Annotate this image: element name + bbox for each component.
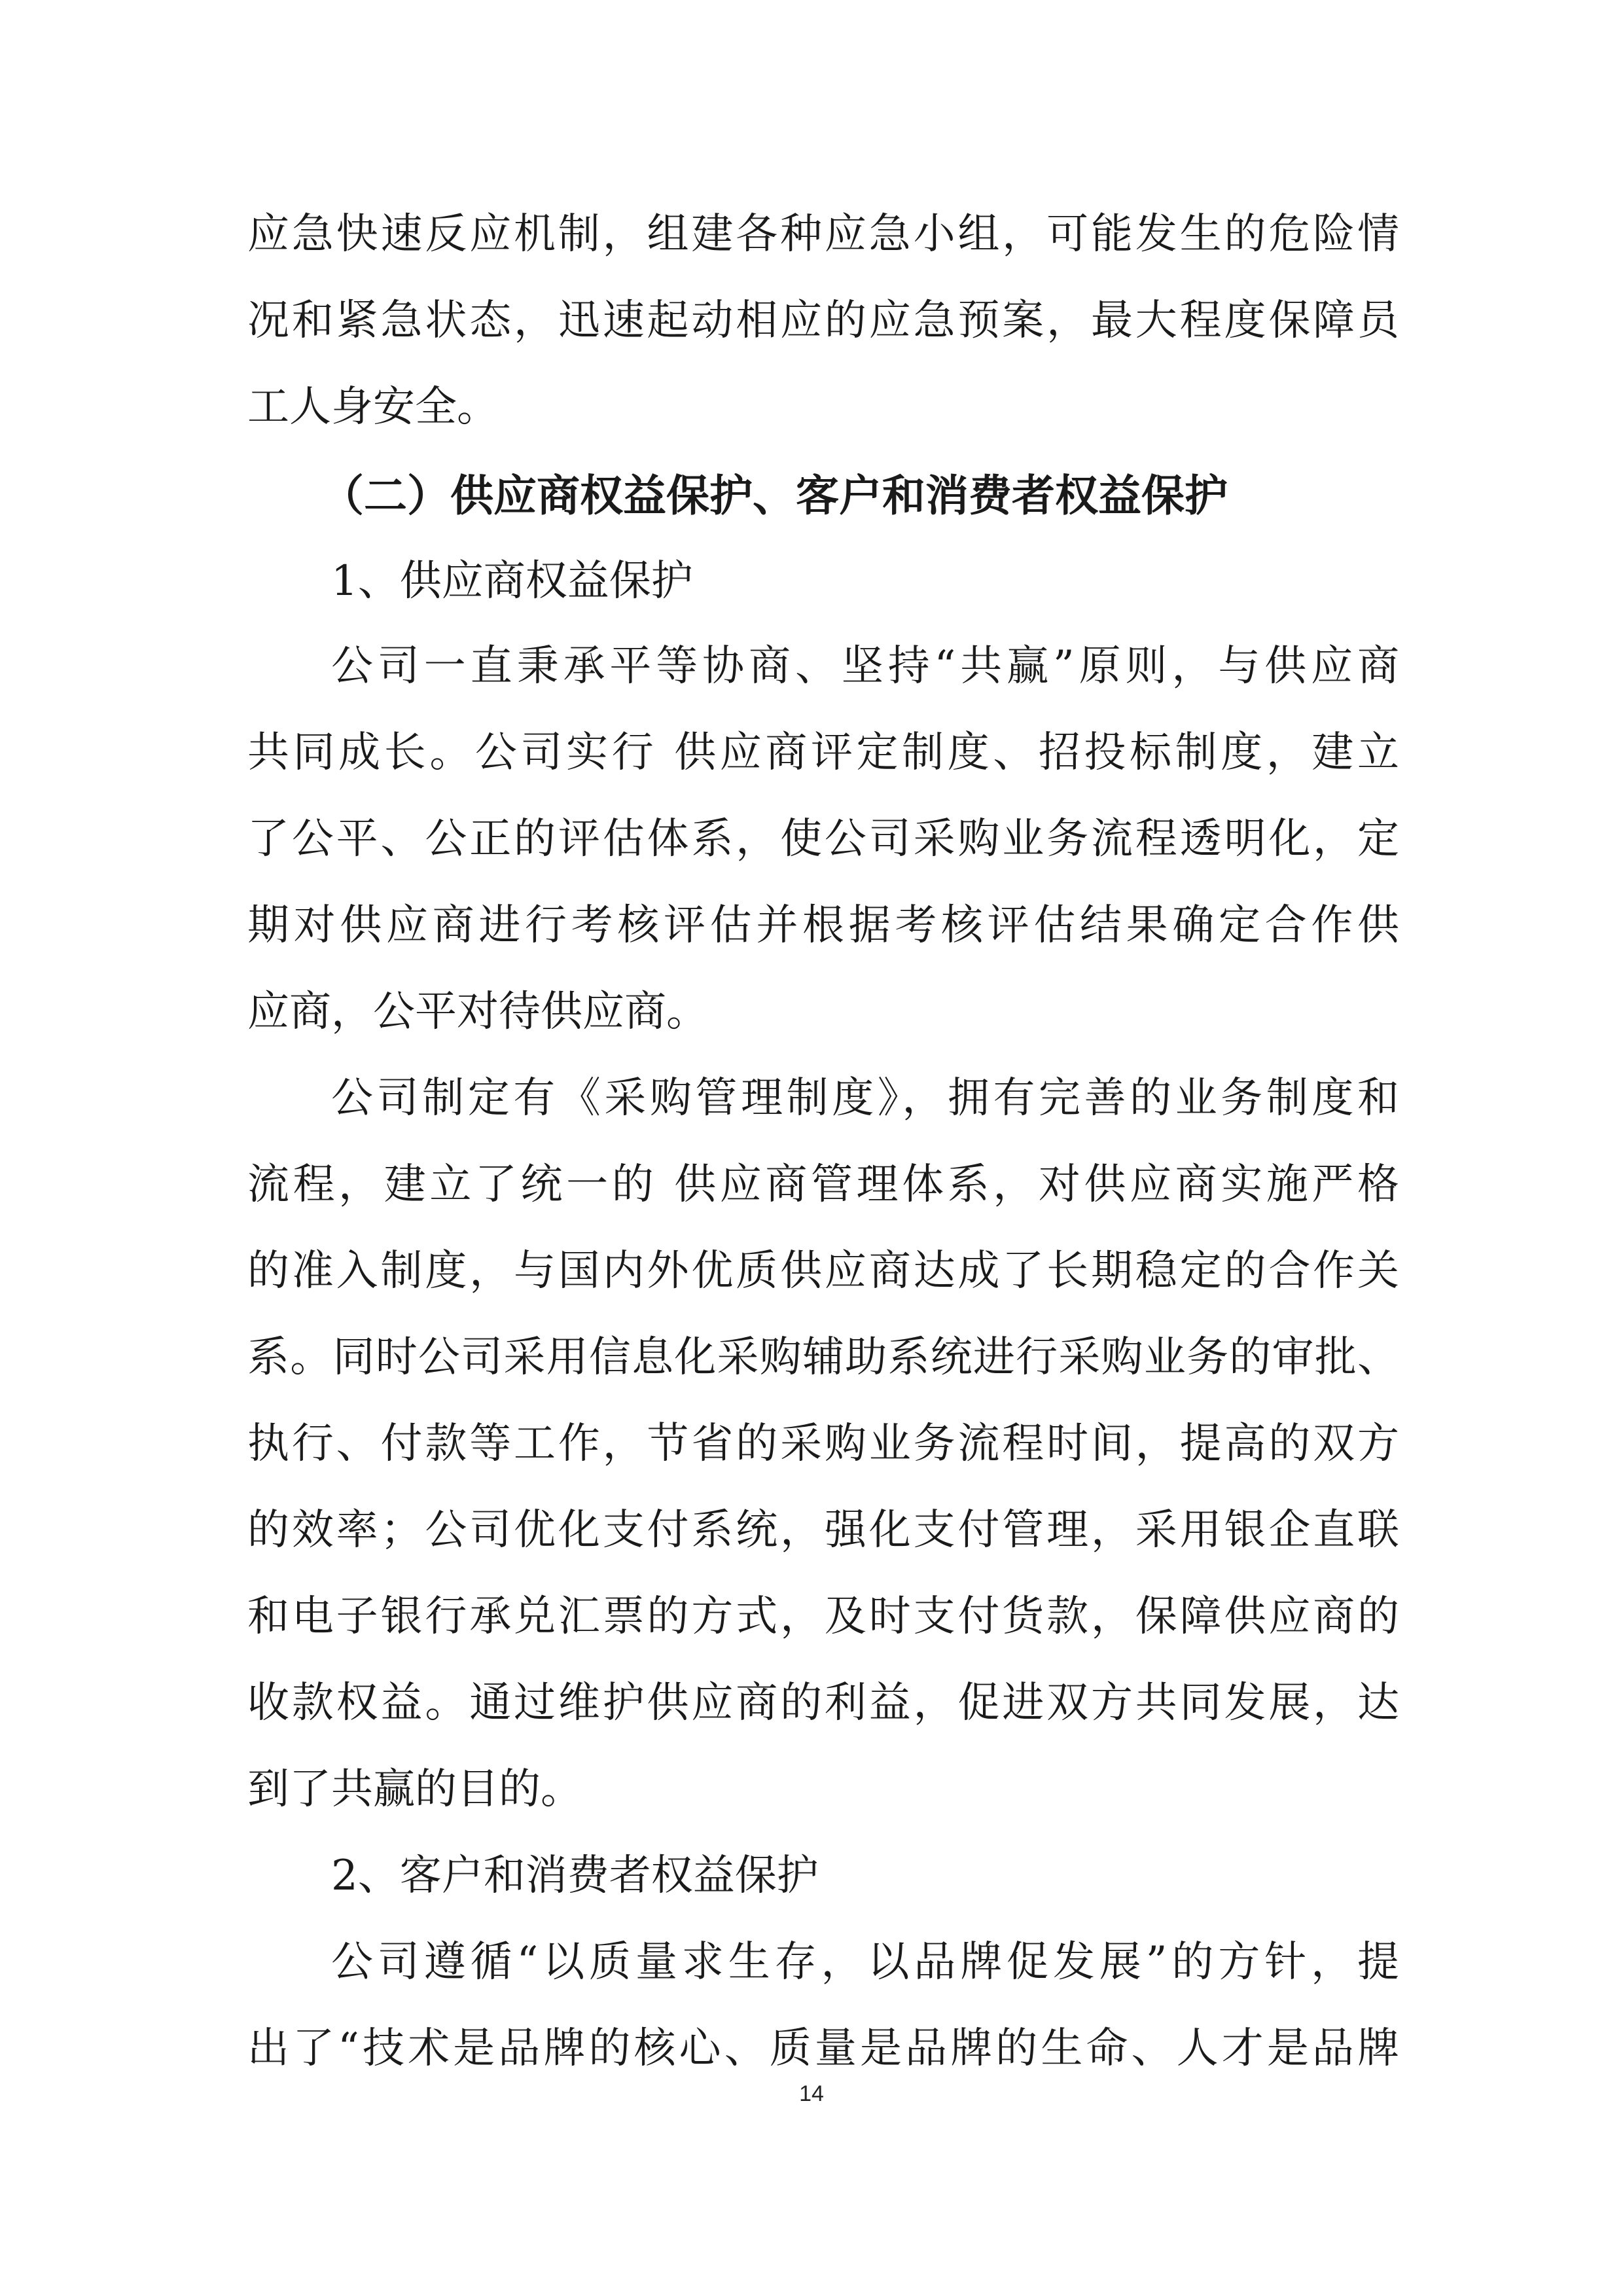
body-text-line: 共同成长。公司实行 供应商评定制度、招投标制度，建立 — [247, 728, 1399, 777]
body-text-line: 公司制定有《采购管理制度》，拥有完善的业务制度和 — [331, 1074, 1399, 1122]
subsection-title-supplier: 1、供应商权益保护 — [331, 557, 693, 605]
body-text-line: 的效率；公司优化支付系统，强化支付管理，采用银企直联 — [247, 1506, 1399, 1554]
body-text-line: 况和紧急状态，迅速起动相应的应急预案，最大程度保障员 — [247, 296, 1399, 345]
body-text-line: 流程，建立了统一的 供应商管理体系，对供应商实施严格 — [247, 1160, 1399, 1209]
body-text-line: 公司一直秉承平等协商、坚持“共赢”原则，与供应商 — [331, 642, 1399, 691]
body-text-line: 收款权益。通过维护供应商的利益，促进双方共同发展，达 — [247, 1679, 1399, 1727]
subsection-title-customer: 2、客户和消费者权益保护 — [331, 1852, 819, 1900]
body-text-line: 了公平、公正的评估体系，使公司采购业务流程透明化，定 — [247, 815, 1399, 863]
body-text-line: 期对供应商进行考核评估并根据考核评估结果确定合作供 — [247, 901, 1399, 950]
body-text-line: 的准入制度，与国内外优质供应商达成了长期稳定的合作关 — [247, 1247, 1399, 1295]
body-text-line: 公司遵循“以质量求生存，以品牌促发展”的方针，提 — [331, 1938, 1399, 1986]
body-text-line: 工人身安全。 — [247, 383, 499, 431]
body-text-line: 和电子银行承兑汇票的方式，及时支付货款，保障供应商的 — [247, 1592, 1399, 1641]
body-text-line: 执行、付款等工作，节省的采购业务流程时间，提高的双方 — [247, 1420, 1399, 1468]
body-text-line: 系。同时公司采用信息化采购辅助系统进行采购业务的审批、 — [247, 1333, 1399, 1382]
section-heading: （二）供应商权益保护、客户和消费者权益保护 — [321, 471, 1228, 521]
body-text-line: 应商，公平对待供应商。 — [247, 988, 708, 1036]
body-text-line: 应急快速反应机制，组建各种应急小组，可能发生的危险情 — [247, 210, 1399, 259]
body-text-line: 出了“技术是品牌的核心、质量是品牌的生命、人才是品牌 — [247, 2024, 1399, 2073]
page-number: 14 — [799, 2081, 824, 2106]
body-text-line: 到了共赢的目的。 — [247, 1765, 582, 1814]
